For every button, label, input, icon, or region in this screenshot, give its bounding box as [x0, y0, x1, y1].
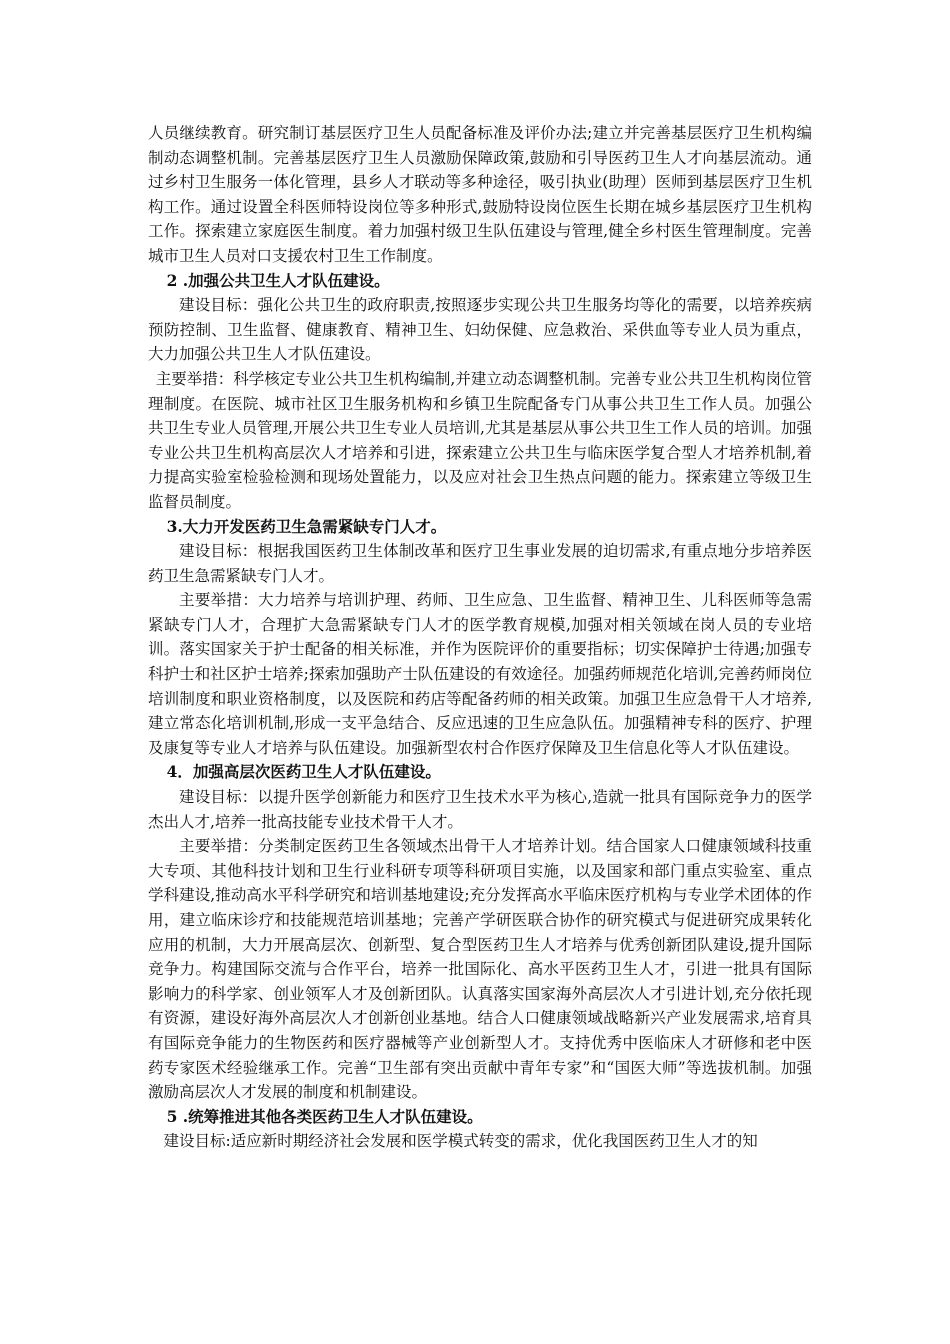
- paragraph-measures-2: 主要举措：科学核定专业公共卫生机构编制,并建立动态调整机制。完善专业公共卫生机构岗位管理制度。在医院、城市社区卫生服务机构和乡镇卫生院配备专门从事公共卫生工作人员。加强公共卫生专业人员管理,开展公共卫生专业人员培训,尤其是基层从事公共卫生工作人员的培训。加强专业公共卫生机构高层次人才培养和引进，探索建立公共卫生与临床医学复合型人才培养机制,着力提高实验室检验检测和现场处置能力，以及应对社会卫生热点问题的能力。探索建立等级卫生监督员制度。: [148, 369, 812, 511]
- paragraph-measures-3: 主要举措：大力培养与培训护理、药师、卫生应急、卫生监督、精神卫生、儿科医师等急需紧缺专门人才，合理扩大急需紧缺专门人才的医学教育规模,加强对相关领域在岗人员的专业培训。落实国家关于护士配备的相关标准，并作为医院评价的重要指标；切实保障护士待遇;加强专科护士和社区护士培养;探索加强助产士队伍建设的有效途径。加强药师规范化培训,完善药师岗位培训制度和职业资格制度，以及医院和药店等配备药师的相关政策。加强卫生应急骨干人才培养,建立常态化培训机制,形成一支平急结合、反应迅速的卫生应急队伍。加强精神专科的医疗、护理及康复等专业人才培养与队伍建设。加强新型农村合作医疗保障及卫生信息化等人才队伍建设。: [148, 591, 812, 757]
- paragraph-goal-2: 建设目标：强化公共卫生的政府职责,按照逐步实现公共卫生服务均等化的需要，以培养疾病预防控制、卫生监督、健康教育、精神卫生、妇幼保健、应急救治、采供血等专业人员为重点，大力加强公共卫生人才队伍建设。: [148, 296, 812, 364]
- section-heading-3: 3.大力开发医药卫生急需紧缺专门人才。: [166, 516, 447, 536]
- paragraph-measures-4: 主要举措：分类制定医药卫生各领域杰出骨干人才培养计划。结合国家人口健康领域科技重大专项、其他科技计划和卫生行业科研专项等科研项目实施，以及国家和部门重点实验室、重点学科建设,推动高水平科学研究和培训基地建设;充分发挥高水平临床医疗机构与专业学术团体的作用，建立临床诊疗和技能规范培训基地；完善产学研医联合协作的研究模式与促进研究成果转化应用的机制，大力开展高层次、创新型、复合型医药卫生人才培养与优秀创新团队建设,提升国际竞争力。构建国际交流与合作平台，培养一批国际化、高水平医药卫生人才，引进一批具有国际影响力的科学家、创业领军人才及创新团队。认真落实国家海外高层次人才引进计划,充分依托现有资源，建设好海外高层次人才创新创业基地。结合人口健康领域战略新兴产业发展需求,培育具有国际竞争能力的生物医药和医疗器械等产业创新型人才。支持优秀中医临床人才研修和老中医药专家医术经验继承工作。完善“卫生部有突出贡献中青年专家”和“国医大师”等选拔机制。加强激励高层次人才发展的制度和机制建设。: [148, 837, 812, 1102]
- paragraph-goal-3: 建设目标：根据我国医药卫生体制改革和医疗卫生事业发展的迫切需求,有重点地分步培养医药卫生急需紧缺专门人才。: [148, 542, 812, 585]
- paragraph-1: 人员继续教育。研究制订基层医疗卫生人员配备标准及评价办法;建立并完善基层医疗卫生机构编制动态调整机制。完善基层医疗卫生人员激励保障政策,鼓励和引导医药卫生人才向基层流动。通过乡村卫生服务一体化管理，县乡人才联动等多种途径，吸引执业(助理）医师到基层医疗卫生机构工作。通过设置全科医师特设岗位等多种形式,鼓励特设岗位医生长期在城乡基层医疗卫生机构工作。探索建立家庭医生制度。着力加强村级卫生队伍建设与管理,健全乡村医生管理制度。完善城市卫生人员对口支援农村卫生工作制度。: [148, 124, 812, 265]
- paragraph-goal-4: 建设目标：以提升医学创新能力和医疗卫生技术水平为核心,造就一批具有国际竞争力的医学杰出人才,培养一批高技能专业技术骨干人才。: [148, 788, 812, 831]
- document-page: [148, 121, 812, 1154]
- paragraph-goal-5: 建设目标:适应新时期经济社会发展和医学模式转变的需求，优化我国医药卫生人才的知: [163, 1132, 758, 1151]
- section-heading-5: 5 .统筹推进其他各类医药卫生人才队伍建设。: [166, 1106, 483, 1126]
- section-heading-2: 2 .加强公共卫生人才队伍建设。: [166, 270, 390, 290]
- section-heading-4: 4．加强高层次医药卫生人才队伍建设。: [166, 762, 441, 782]
